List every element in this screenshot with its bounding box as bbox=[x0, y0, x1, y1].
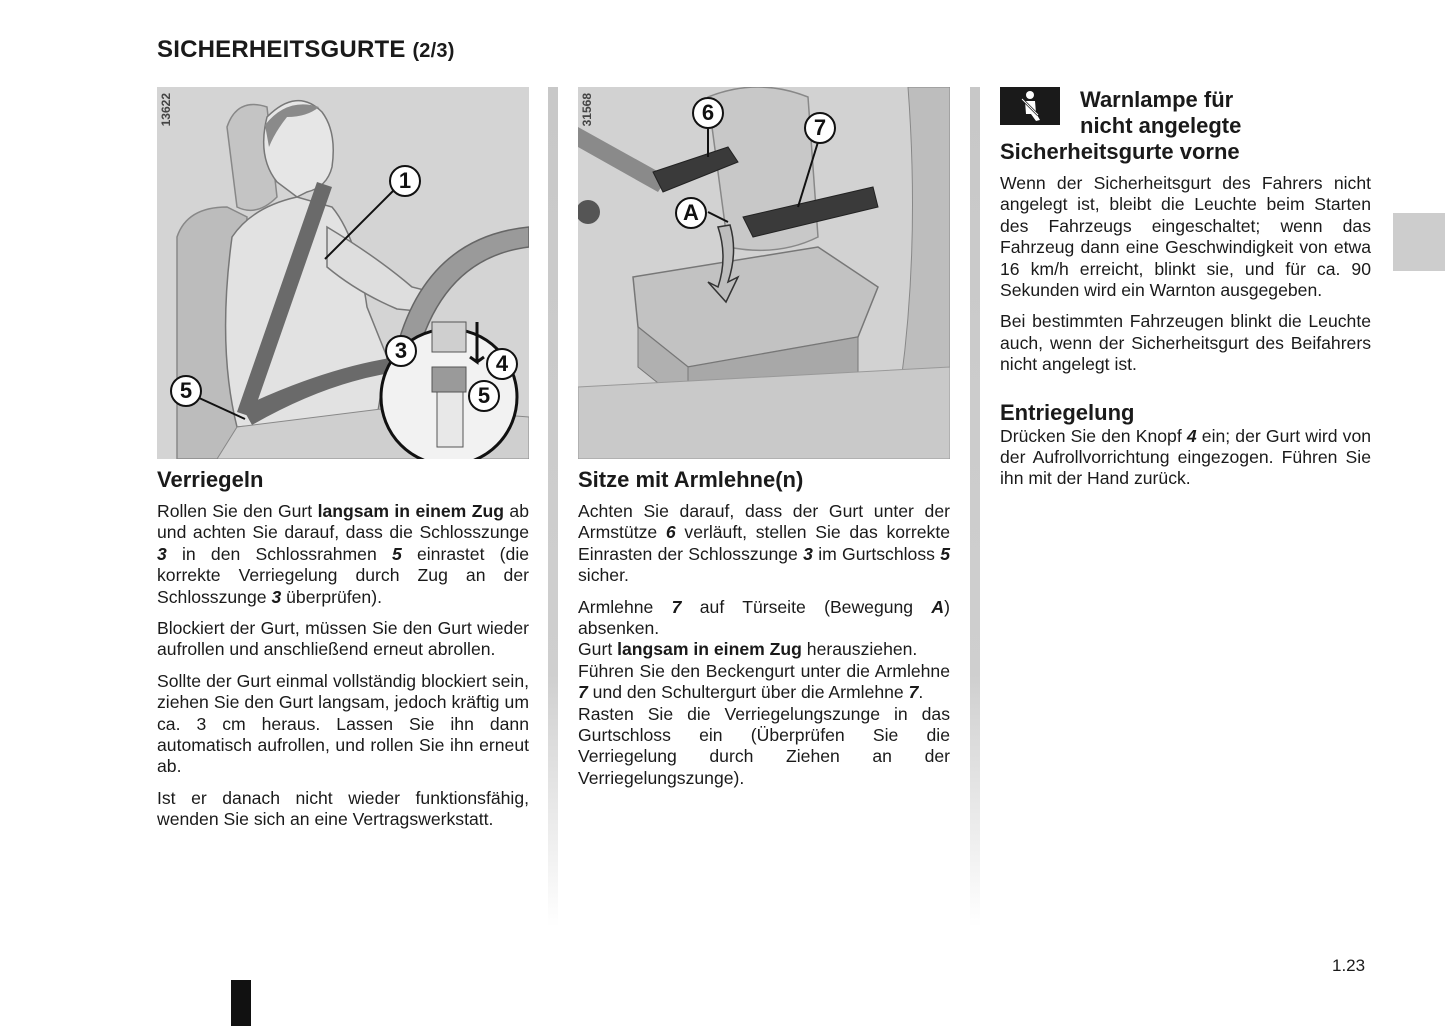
warning-header bbox=[1000, 87, 1371, 167]
callout-A: A bbox=[675, 197, 707, 229]
paragraph: Gurt langsam in einem Zug herausziehen. bbox=[578, 639, 918, 660]
callout-3: 3 bbox=[385, 335, 417, 367]
seatbelt-warning-icon bbox=[1000, 87, 1060, 125]
paragraph: Ist er danach nicht wieder funktionsfähig, wenden Sie sich an eine Vertragswerkstatt. bbox=[157, 787, 529, 830]
seat-illustration bbox=[578, 87, 950, 459]
column-divider bbox=[970, 87, 980, 927]
warning-title: Warnlampe für nicht angelegte bbox=[1080, 87, 1242, 138]
paragraph: Wenn der Sicherheitsgurt des Fahrers nicht angelegt ist, bleibt die Leuchte beim Starten des Fahrzeugs eingeschaltet; wenn das Fahrzeug dann eine Geschwindigkeit von etwa 16 km/h erreicht, blinkt sie, und für ca. 90 Sekunden wird ein Warnton ausgegeben. bbox=[1000, 173, 1371, 301]
column-warning-lamp bbox=[1000, 87, 1371, 500]
figure-code: 13622 bbox=[159, 93, 173, 127]
paragraph: Blockiert der Gurt, müssen Sie den Gurt wieder aufrollen und anschließend erneut abrollen. bbox=[157, 618, 529, 660]
column-divider bbox=[548, 87, 558, 927]
page-title-text: SICHERHEITSGURTE bbox=[157, 36, 406, 63]
paragraph: Führen Sie den Beckengurt unter die Armlehne 7 und den Schultergurt über die Armlehne 7. bbox=[578, 660, 950, 703]
callout-7: 7 bbox=[804, 112, 836, 144]
column-armrests bbox=[578, 87, 950, 799]
page-title bbox=[157, 36, 455, 64]
callout-5-inset: 5 bbox=[468, 380, 500, 412]
section-heading: Entriegelung bbox=[1000, 399, 1135, 425]
paragraph: Sollte der Gurt einmal vollständig blockiert sein, ziehen Sie den Gurt langsam, jedoch kräftig um ca. 3 cm heraus. Lassen Sie ihn dann automatisch aufrollen, und rollen Sie ihn erneut ab. bbox=[157, 670, 529, 777]
paragraph: Armlehne 7 auf Türseite (Bewegung A) absenken. bbox=[578, 596, 950, 639]
callout-4: 4 bbox=[486, 348, 518, 380]
chapter-tab bbox=[1393, 213, 1445, 271]
callout-5: 5 bbox=[170, 375, 202, 407]
paragraph: Bei bestimmten Fahrzeugen blinkt die Leuchte auch, wenn der Sicherheitsgurt des Beifahrers nicht angelegt ist. bbox=[1000, 311, 1371, 375]
column-verriegeln bbox=[157, 87, 529, 841]
callout-1: 1 bbox=[389, 165, 421, 197]
paragraph: Achten Sie darauf, dass der Gurt unter der Armstütze 6 verläuft, stellen Sie das korrekte Einrasten der Schlosszunge 3 im Gurtschloss 5 sicher. bbox=[578, 501, 951, 586]
warning-title-line3: Sicherheitsgurte vorne bbox=[1000, 139, 1240, 164]
section-heading: Sitze mit Armlehne(n) bbox=[578, 467, 804, 492]
section-heading: Verriegeln bbox=[157, 467, 264, 492]
figure-seat-armrests bbox=[578, 87, 950, 459]
callout-6: 6 bbox=[692, 97, 724, 129]
page-marker bbox=[231, 980, 251, 1026]
page-number: 1.23 bbox=[1332, 956, 1366, 975]
page-title-suffix: (2/3) bbox=[412, 40, 455, 62]
paragraph: Drücken Sie den Knopf 4 ein; der Gurt wird von der Aufrollvorrichtung eingezogen. Führen Sie ihn mit der Hand zurück. bbox=[1000, 425, 1372, 489]
paragraph: Rasten Sie die Verriegelungszunge in das Gurtschloss ein (Überprüfen Sie die Verriegelung durch Ziehen an der Verriegelungszunge). bbox=[578, 703, 950, 788]
figure-driver-seatbelt bbox=[157, 87, 529, 459]
figure-code: 31568 bbox=[580, 93, 594, 127]
paragraph: Rollen Sie den Gurt langsam in einem Zug ab und achten Sie darauf, dass die Schlosszunge 3 in den Schlossrahmen 5 einrastet (die korrekte Verriegelung durch Zug an der Schlosszunge 3 überprüfen). bbox=[157, 501, 530, 607]
